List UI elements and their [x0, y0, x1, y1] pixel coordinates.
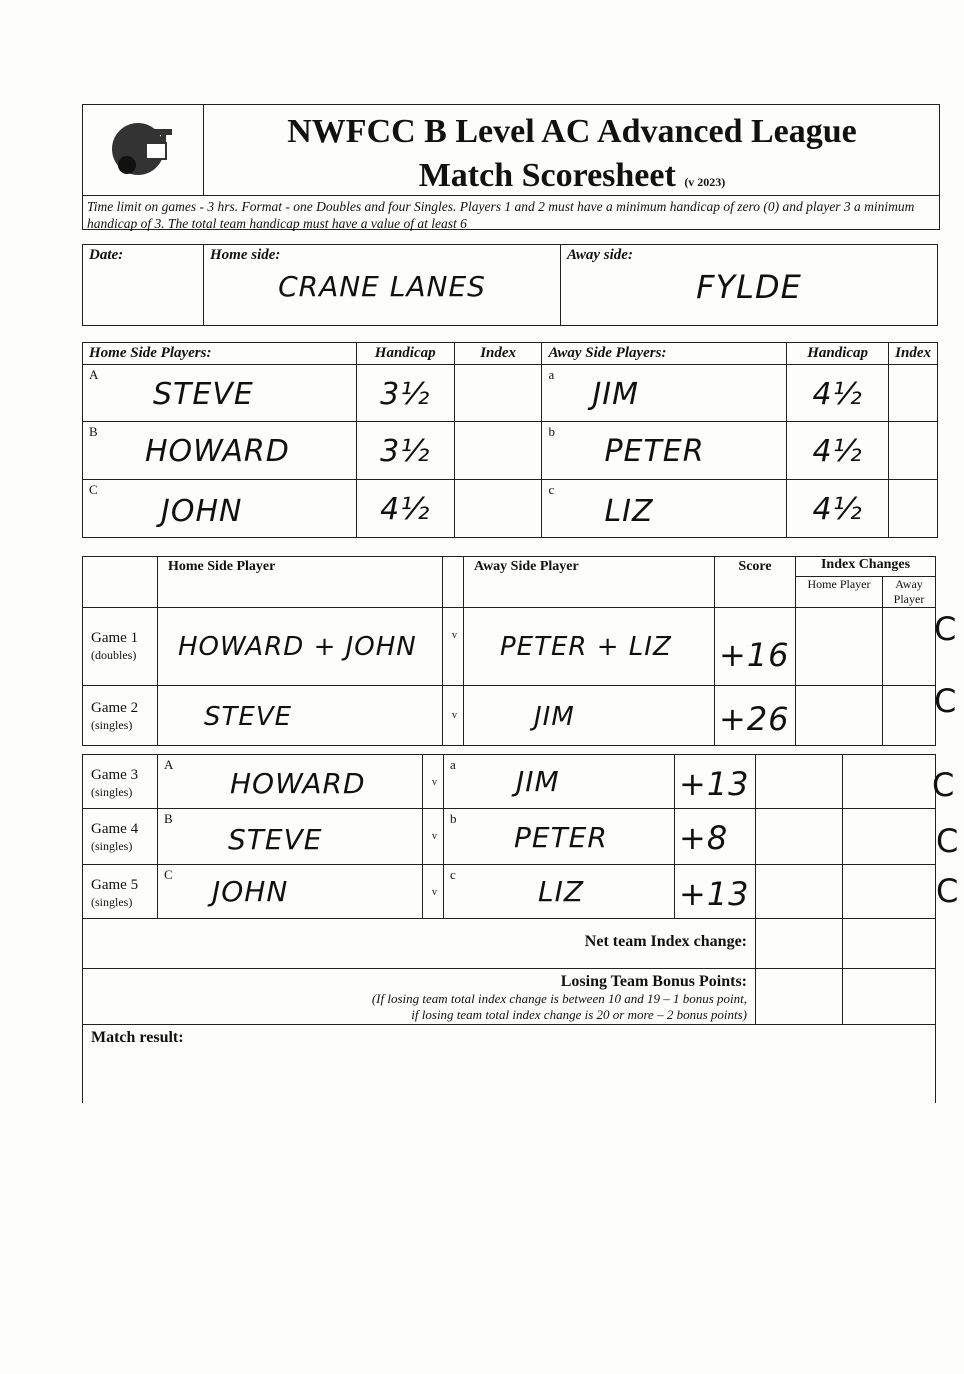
vs-label: v — [432, 887, 437, 898]
home-player-name: JOHN — [161, 494, 243, 529]
title-line-2 — [205, 157, 939, 195]
game-col-header — [83, 557, 158, 608]
away-game-player: JIM — [516, 765, 560, 798]
vs-cell — [423, 755, 444, 809]
bonus-home-cell[interactable] — [756, 969, 843, 1025]
game-number: Game 3 — [91, 767, 139, 783]
home-game-player-cell[interactable] — [158, 865, 423, 919]
home-game-player: HOWARD — [230, 767, 366, 800]
away-game-player: JIM — [534, 702, 575, 732]
version-label: (v 2023) — [684, 175, 726, 189]
away-index-cell[interactable] — [889, 365, 938, 422]
away-index-cell[interactable] — [889, 480, 938, 538]
home-side-value: CRANE LANES — [278, 270, 486, 303]
title-text: Match Scoresheet — [418, 157, 676, 194]
game-label-cell — [83, 608, 158, 686]
club-logo — [83, 105, 204, 195]
index-home-col-header: Home Player — [796, 577, 883, 608]
away-handicap-value: 4½ — [812, 434, 863, 469]
margin-check-mark: C — [936, 872, 959, 910]
home-handicap-cell[interactable] — [356, 365, 454, 422]
player-letter: C — [89, 482, 98, 497]
game-row — [83, 809, 936, 865]
vs-label: v — [432, 831, 437, 842]
away-player-name: PETER — [604, 434, 705, 469]
game-label-cell — [83, 865, 158, 919]
game-label — [91, 700, 138, 734]
games-table-top — [82, 556, 936, 746]
game-number: Game 5 — [91, 877, 139, 893]
home-player-col-header: Home Side Player — [158, 557, 443, 608]
home-player-cell[interactable] — [83, 480, 357, 538]
title-line-1: NWFCC B Level AC Advanced League — [287, 113, 857, 150]
away-game-player: LIZ — [538, 875, 585, 908]
home-player-name: HOWARD — [145, 434, 290, 469]
home-game-player-cell[interactable] — [158, 809, 423, 865]
player-row — [83, 422, 938, 480]
away-game-player: PETER — [514, 821, 608, 854]
vs-cell — [423, 865, 444, 919]
home-player-cell[interactable] — [83, 365, 357, 422]
away-handicap-cell[interactable] — [787, 480, 889, 538]
away-side-label: Away side: — [567, 247, 633, 263]
away-player-name: JIM — [592, 377, 640, 412]
score-cell[interactable] — [715, 608, 796, 686]
away-game-player-cell[interactable] — [464, 608, 715, 686]
away-game-player-cell[interactable] — [444, 865, 675, 919]
index-home-cell[interactable] — [756, 865, 843, 919]
away-players-header: Away Side Players: — [542, 343, 787, 365]
bonus-row — [83, 969, 936, 1025]
score-col-header: Score — [715, 557, 796, 608]
away-player-cell[interactable] — [542, 422, 787, 480]
index-home-cell[interactable] — [796, 608, 883, 686]
player-letter: B — [89, 424, 98, 439]
bonus-label: Losing Team Bonus Points: — [560, 973, 747, 990]
net-index-label: Net team Index change: — [83, 919, 756, 969]
home-game-player: HOWARD + JOHN — [178, 632, 417, 662]
date-label: Date: — [89, 247, 124, 263]
away-index-cell[interactable] — [889, 422, 938, 480]
away-side-cell[interactable] — [561, 245, 938, 326]
player-letter: C — [164, 867, 173, 882]
player-letter: a — [450, 757, 456, 772]
match-result-row — [83, 1025, 936, 1103]
score-cell[interactable] — [675, 865, 756, 919]
match-result-cell[interactable] — [83, 1025, 936, 1103]
index-away-cell[interactable] — [843, 865, 936, 919]
home-handicap-cell[interactable] — [356, 480, 454, 538]
player-letter: A — [89, 367, 99, 382]
game-label-cell — [83, 755, 158, 809]
croquet-logo-icon — [83, 105, 203, 195]
game-type: (doubles) — [91, 648, 137, 662]
away-handicap-value: 4½ — [812, 492, 863, 527]
match-result-label: Match result: — [91, 1029, 184, 1046]
scoresheet-header — [82, 104, 940, 230]
home-side-cell[interactable] — [204, 245, 561, 326]
player-letter: B — [164, 811, 173, 826]
away-game-player-cell[interactable] — [444, 755, 675, 809]
home-game-player-cell[interactable] — [158, 755, 423, 809]
away-game-player-cell[interactable] — [444, 809, 675, 865]
away-player-cell[interactable] — [542, 365, 787, 422]
game-label-cell — [83, 686, 158, 746]
away-player-name: LIZ — [604, 494, 654, 529]
game-row — [83, 608, 936, 686]
vs-cell — [443, 686, 464, 746]
rules-text: Time limit on games - 3 hrs. Format - one Doubles and four Singles. Players 1 and 2 must have a minimum handicap of zero (0) and player 3 a minimum handicap of 3. The total team handicap must have a value of at least 6 — [83, 195, 939, 234]
game-type: (singles) — [91, 839, 133, 853]
game-number: Game 4 — [91, 821, 139, 837]
player-letter: b — [548, 424, 555, 439]
away-game-player: PETER + LIZ — [500, 632, 672, 662]
game-row — [83, 755, 936, 809]
game-row — [83, 865, 936, 919]
bonus-note-2: if losing team total index change is 20 or more – 2 bonus points) — [411, 1007, 747, 1022]
home-players-header: Home Side Players: — [83, 343, 357, 365]
index-away-cell[interactable] — [843, 755, 936, 809]
games-table-bottom — [82, 754, 936, 1103]
score-cell[interactable] — [715, 686, 796, 746]
margin-check-mark: C — [936, 822, 959, 860]
home-game-player: JOHN — [212, 875, 289, 908]
game-type: (singles) — [91, 785, 133, 799]
index-home-cell[interactable] — [756, 755, 843, 809]
home-handicap-cell[interactable] — [356, 422, 454, 480]
home-handicap-value: 4½ — [380, 492, 431, 527]
home-player-name: STEVE — [153, 377, 254, 412]
vs-cell — [423, 809, 444, 865]
away-side-value: FYLDE — [696, 268, 802, 306]
margin-check-mark: C — [934, 610, 957, 648]
index-away-cell[interactable] — [843, 809, 936, 865]
player-row — [83, 480, 938, 538]
home-index-cell[interactable] — [454, 480, 542, 538]
net-index-away-cell[interactable] — [843, 919, 936, 969]
away-handicap-cell[interactable] — [787, 422, 889, 480]
home-player-cell[interactable] — [83, 422, 357, 480]
home-handicap-header: Handicap — [356, 343, 454, 365]
game-label — [91, 877, 138, 911]
net-index-home-cell[interactable] — [756, 919, 843, 969]
margin-check-mark: C — [934, 682, 957, 720]
score-value: +8 — [679, 819, 729, 857]
home-index-cell[interactable] — [454, 365, 542, 422]
player-letter: A — [164, 757, 174, 772]
score-value: +16 — [719, 636, 790, 674]
home-game-player-cell[interactable] — [158, 608, 443, 686]
index-home-cell[interactable] — [796, 686, 883, 746]
bonus-cell — [83, 969, 756, 1025]
vs-label: v — [452, 710, 457, 721]
home-game-player: STEVE — [204, 702, 293, 732]
vs-label: v — [452, 630, 457, 641]
away-index-header: Index — [889, 343, 938, 365]
home-handicap-value: 3½ — [380, 434, 431, 469]
score-cell[interactable] — [675, 809, 756, 865]
index-away-col-header: Away Player — [883, 577, 936, 608]
away-player-col-header: Away Side Player — [464, 557, 715, 608]
away-handicap-value: 4½ — [812, 377, 863, 412]
game-type: (singles) — [91, 895, 133, 909]
player-letter: c — [548, 482, 555, 497]
score-cell[interactable] — [675, 755, 756, 809]
game-label — [91, 630, 138, 664]
game-label — [91, 821, 138, 855]
score-value: +13 — [679, 875, 750, 913]
game-number: Game 2 — [91, 700, 139, 716]
index-home-cell[interactable] — [756, 809, 843, 865]
game-label-cell — [83, 809, 158, 865]
game-type: (singles) — [91, 718, 133, 732]
home-game-player-cell[interactable] — [158, 686, 443, 746]
away-handicap-cell[interactable] — [787, 365, 889, 422]
home-side-label: Home side: — [210, 247, 281, 263]
players-table — [82, 342, 938, 538]
vs-label: v — [432, 777, 437, 788]
match-info-table — [82, 244, 938, 326]
game-number: Game 1 — [91, 630, 139, 646]
game-row — [83, 686, 936, 746]
home-game-player: STEVE — [228, 823, 323, 856]
bonus-note-1: (If losing team total index change is between 10 and 19 – 1 bonus point, — [371, 991, 747, 1006]
bonus-away-cell[interactable] — [843, 969, 936, 1025]
index-away-cell[interactable] — [883, 608, 936, 686]
away-game-player-cell[interactable] — [464, 686, 715, 746]
game-label — [91, 767, 138, 801]
player-letter: c — [450, 867, 456, 882]
home-index-cell[interactable] — [454, 422, 542, 480]
player-row — [83, 365, 938, 422]
home-handicap-value: 3½ — [380, 377, 431, 412]
vs-col-header — [443, 557, 464, 608]
net-index-row — [83, 919, 936, 969]
index-away-cell[interactable] — [883, 686, 936, 746]
score-value: +26 — [719, 700, 790, 738]
date-cell[interactable] — [83, 245, 204, 326]
home-index-header: Index — [454, 343, 542, 365]
score-value: +13 — [679, 765, 750, 803]
away-player-cell[interactable] — [542, 480, 787, 538]
player-letter: a — [548, 367, 555, 382]
away-handicap-header: Handicap — [787, 343, 889, 365]
vs-cell — [443, 608, 464, 686]
player-letter: b — [450, 811, 457, 826]
index-changes-header: Index Changes — [796, 557, 936, 577]
margin-check-mark: C — [932, 766, 955, 804]
